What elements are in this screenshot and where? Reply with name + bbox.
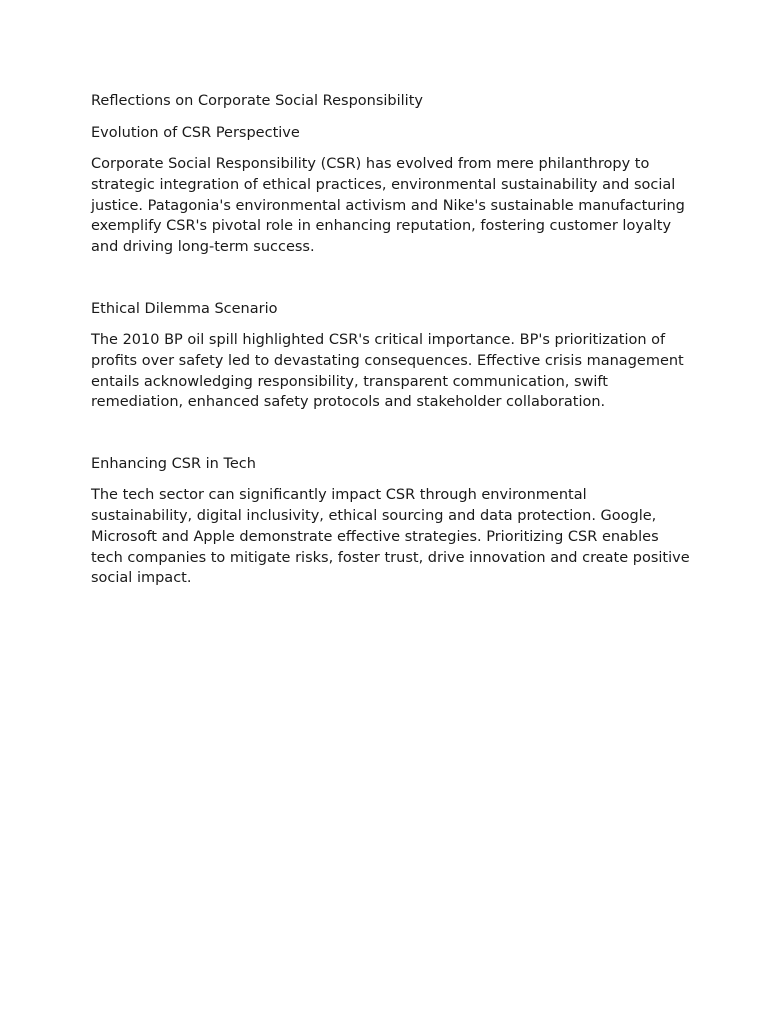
document-content [91,91,691,589]
section-paragraph: The tech sector can significantly impact CSR through environmental sustainability, digital inclusivity, ethical sourcing and data protection. Google, Microsoft and Apple demonstrate effective strategies. Prioritizing CSR enables tech companies to mitigate risks, foster trust, drive innovation and create positive social impact. [91,487,690,587]
section-ethical-dilemma [91,299,691,413]
section-heading: Ethical Dilemma Scenario [91,300,278,317]
section-evolution-of-csr [91,123,691,258]
section-heading: Enhancing CSR in Tech [91,456,256,473]
document-title: Reflections on Corporate Social Responsibility [91,93,423,109]
section-paragraph: The 2010 BP oil spill highlighted CSR's critical importance. BP's prioritization of profits over safety led to devastating consequences. Effective crisis management entails acknowledging responsibility, transparent communication, swift remediation, enhanced safety protocols and stakeholder collaboration. [91,331,684,411]
section-paragraph: Corporate Social Responsibility (CSR) has evolved from mere philanthropy to strategic integration of ethical practices, environmental sustainability and social justice. Patagonia's environmental activism and Nike's sustainable manufacturing exemplify CSR's pivotal role in enhancing reputation, fostering customer loyalty and driving long-term success. [91,156,685,256]
section-enhancing-csr-tech [91,454,691,589]
section-heading: Evolution of CSR Perspective [91,125,300,141]
